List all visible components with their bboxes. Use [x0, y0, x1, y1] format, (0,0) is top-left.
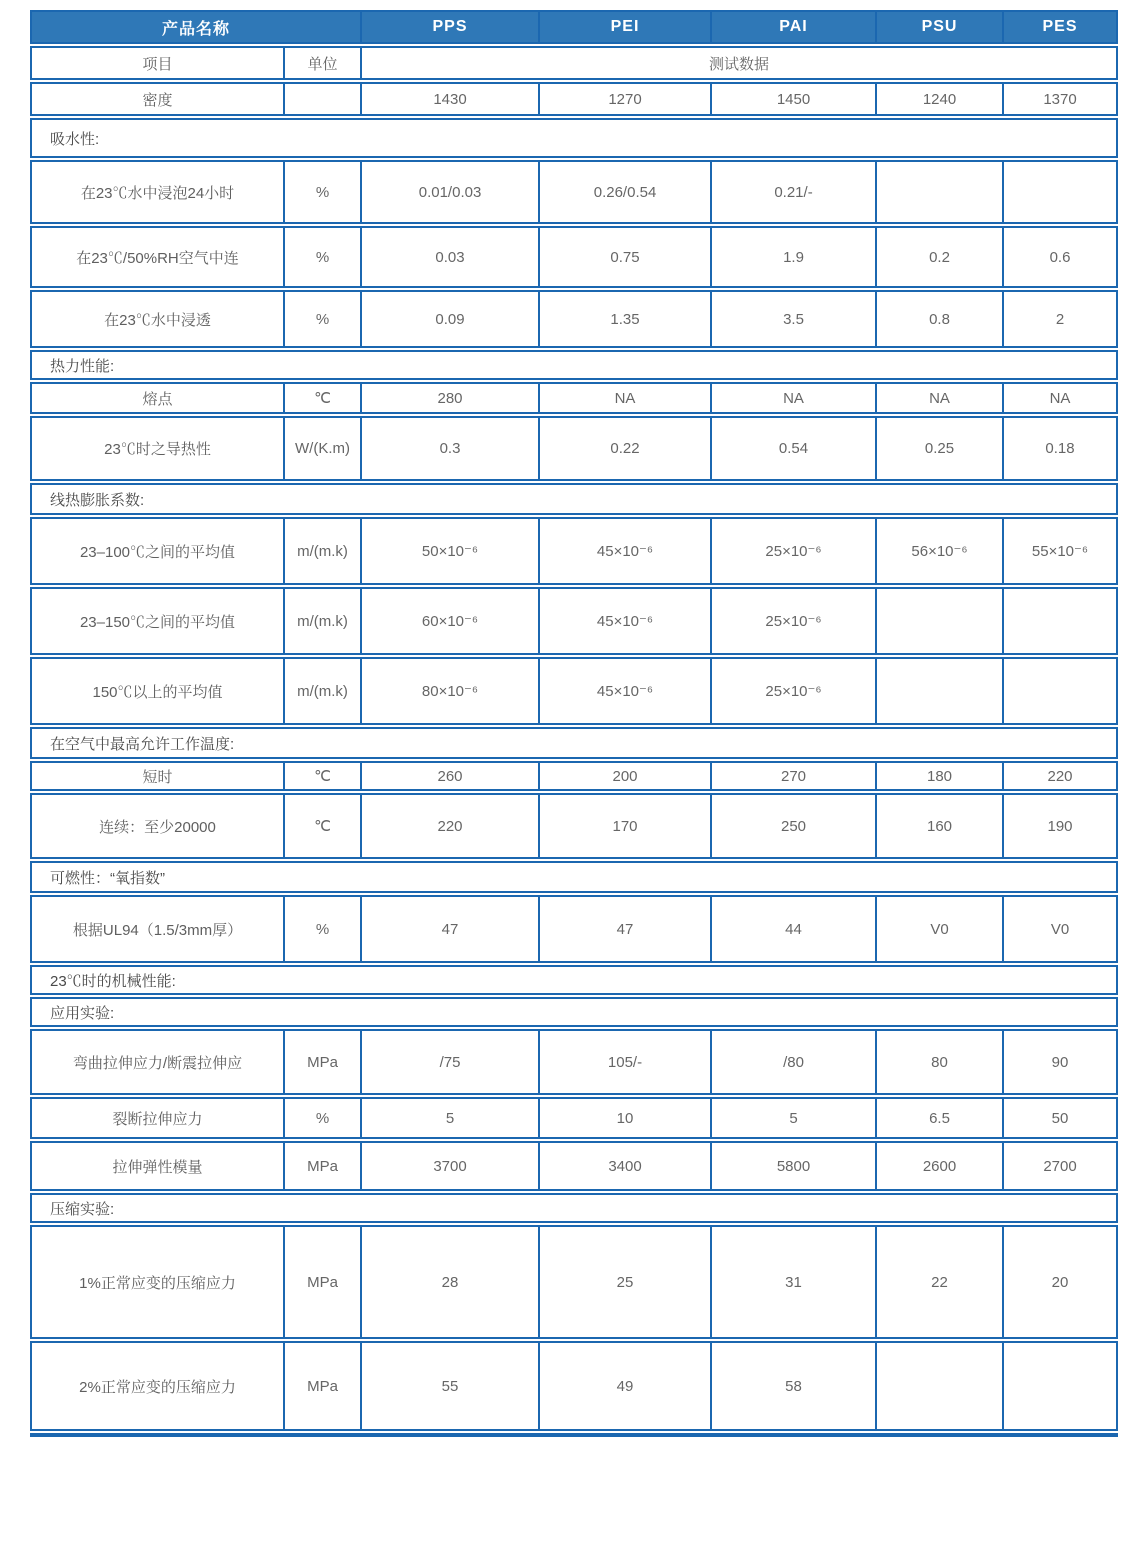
unit-cell: m/(m.k) — [283, 517, 360, 585]
section-label-cell: 23℃时的机械性能: — [30, 965, 1118, 995]
value-cell — [875, 587, 1002, 655]
unit-cell: MPa — [283, 1225, 360, 1339]
value-cell: 220 — [360, 793, 538, 859]
value-cell: 180 — [875, 761, 1002, 791]
value-cell: 31 — [710, 1225, 875, 1339]
section-row — [30, 727, 1118, 759]
value-cell: 60×10⁻⁶ — [360, 587, 538, 655]
row-label-cell: 23–100℃之间的平均值 — [30, 517, 283, 585]
table-row — [30, 290, 1118, 348]
value-cell: 2 — [1002, 290, 1118, 348]
product-column-header-pes: PES — [1002, 10, 1118, 44]
value-cell: 250 — [710, 793, 875, 859]
value-cell: 1.9 — [710, 226, 875, 288]
section-label-cell: 线热膨胀系数: — [30, 483, 1118, 515]
row-label-cell: 弯曲拉伸应力/断震拉伸应 — [30, 1029, 283, 1095]
value-cell: 49 — [538, 1341, 710, 1431]
value-cell: 55 — [360, 1341, 538, 1431]
unit-cell: ℃ — [283, 761, 360, 791]
unit-cell: % — [283, 1097, 360, 1139]
value-cell: 1450 — [710, 82, 875, 116]
value-cell: NA — [1002, 382, 1118, 414]
value-cell: 2600 — [875, 1141, 1002, 1191]
value-cell: 0.75 — [538, 226, 710, 288]
unit-cell: % — [283, 290, 360, 348]
value-cell: 25×10⁻⁶ — [710, 587, 875, 655]
section-row — [30, 965, 1118, 995]
value-cell: 0.18 — [1002, 416, 1118, 481]
table-row — [30, 1141, 1118, 1191]
table-row — [30, 226, 1118, 288]
section-label-cell: 压缩实验: — [30, 1193, 1118, 1223]
row-label-cell: 在23℃/50%RH空气中连 — [30, 226, 283, 288]
value-cell: 5 — [360, 1097, 538, 1139]
table-row — [30, 657, 1118, 725]
value-cell: 5800 — [710, 1141, 875, 1191]
value-cell: 3400 — [538, 1141, 710, 1191]
value-cell: 0.01/0.03 — [360, 160, 538, 224]
value-cell: 0.6 — [1002, 226, 1118, 288]
table-row — [30, 793, 1118, 859]
value-cell: V0 — [875, 895, 1002, 963]
section-row — [30, 1193, 1118, 1223]
table-row — [30, 1341, 1118, 1431]
value-cell: 260 — [360, 761, 538, 791]
table-row — [30, 761, 1118, 791]
table-row — [30, 82, 1118, 116]
value-cell: 105/- — [538, 1029, 710, 1095]
section-label-cell: 应用实验: — [30, 997, 1118, 1027]
section-label-cell: 吸水性: — [30, 118, 1118, 158]
value-cell: 0.54 — [710, 416, 875, 481]
value-cell: 47 — [360, 895, 538, 963]
value-cell — [875, 1341, 1002, 1431]
value-cell: 280 — [360, 382, 538, 414]
table-row — [30, 416, 1118, 481]
value-cell: /80 — [710, 1029, 875, 1095]
value-cell — [1002, 587, 1118, 655]
value-cell: 10 — [538, 1097, 710, 1139]
unit-cell: % — [283, 226, 360, 288]
row-label-cell: 裂断拉伸应力 — [30, 1097, 283, 1139]
row-label-cell: 1%正常应变的压缩应力 — [30, 1225, 283, 1339]
row-label-cell: 根据UL94（1.5/3mm厚） — [30, 895, 283, 963]
value-cell: 25×10⁻⁶ — [710, 657, 875, 725]
product-column-header-pai: PAI — [710, 10, 875, 44]
test-data-header: 测试数据 — [360, 46, 1118, 80]
value-cell: 44 — [710, 895, 875, 963]
value-cell: 0.22 — [538, 416, 710, 481]
value-cell: 0.21/- — [710, 160, 875, 224]
value-cell: 0.25 — [875, 416, 1002, 481]
value-cell — [875, 160, 1002, 224]
value-cell: 0.03 — [360, 226, 538, 288]
table-row — [30, 160, 1118, 224]
value-cell: 190 — [1002, 793, 1118, 859]
product-column-header-pps: PPS — [360, 10, 538, 44]
unit-cell: MPa — [283, 1141, 360, 1191]
value-cell: 45×10⁻⁶ — [538, 657, 710, 725]
value-cell: 80 — [875, 1029, 1002, 1095]
value-cell: 1270 — [538, 82, 710, 116]
table-row — [30, 382, 1118, 414]
value-cell: 0.26/0.54 — [538, 160, 710, 224]
value-cell: 170 — [538, 793, 710, 859]
material-properties-table — [30, 8, 1118, 1437]
value-cell: 0.2 — [875, 226, 1002, 288]
value-cell: V0 — [1002, 895, 1118, 963]
unit-cell: % — [283, 160, 360, 224]
subheader-row — [30, 46, 1118, 80]
unit-cell: ℃ — [283, 793, 360, 859]
section-label-cell: 热力性能: — [30, 350, 1118, 380]
table-row — [30, 517, 1118, 585]
row-label-cell: 在23℃水中浸透 — [30, 290, 283, 348]
value-cell: 90 — [1002, 1029, 1118, 1095]
section-row — [30, 118, 1118, 158]
value-cell: 55×10⁻⁶ — [1002, 517, 1118, 585]
value-cell: 1240 — [875, 82, 1002, 116]
value-cell: 3700 — [360, 1141, 538, 1191]
item-header: 项目 — [30, 46, 283, 80]
value-cell: 1370 — [1002, 82, 1118, 116]
product-column-header-pei: PEI — [538, 10, 710, 44]
value-cell: NA — [710, 382, 875, 414]
section-row — [30, 350, 1118, 380]
row-label-cell: 150℃以上的平均值 — [30, 657, 283, 725]
section-row — [30, 861, 1118, 893]
section-row — [30, 997, 1118, 1027]
value-cell: 80×10⁻⁶ — [360, 657, 538, 725]
unit-cell: MPa — [283, 1029, 360, 1095]
value-cell: 45×10⁻⁶ — [538, 517, 710, 585]
unit-cell: m/(m.k) — [283, 657, 360, 725]
table-row — [30, 587, 1118, 655]
unit-cell: MPa — [283, 1341, 360, 1431]
unit-cell: % — [283, 895, 360, 963]
value-cell: 220 — [1002, 761, 1118, 791]
value-cell: 28 — [360, 1225, 538, 1339]
row-label-cell: 熔点 — [30, 382, 283, 414]
value-cell — [1002, 1341, 1118, 1431]
section-label-cell: 在空气中最高允许工作温度: — [30, 727, 1118, 759]
unit-cell: W/(K.m) — [283, 416, 360, 481]
section-label-cell: 可燃性：“氧指数” — [30, 861, 1118, 893]
row-label-cell: 密度 — [30, 82, 283, 116]
value-cell — [875, 657, 1002, 725]
value-cell: 1430 — [360, 82, 538, 116]
table-row — [30, 1029, 1118, 1095]
value-cell: NA — [538, 382, 710, 414]
value-cell: 1.35 — [538, 290, 710, 348]
value-cell: NA — [875, 382, 1002, 414]
value-cell: 22 — [875, 1225, 1002, 1339]
header-row — [30, 10, 1118, 44]
product-column-header-psu: PSU — [875, 10, 1002, 44]
table-row — [30, 1097, 1118, 1139]
table-row — [30, 1225, 1118, 1339]
value-cell: 0.8 — [875, 290, 1002, 348]
unit-cell — [283, 82, 360, 116]
value-cell: 270 — [710, 761, 875, 791]
value-cell: 25×10⁻⁶ — [710, 517, 875, 585]
value-cell: 0.09 — [360, 290, 538, 348]
value-cell: 56×10⁻⁶ — [875, 517, 1002, 585]
unit-header: 单位 — [283, 46, 360, 80]
unit-cell: ℃ — [283, 382, 360, 414]
value-cell: 58 — [710, 1341, 875, 1431]
value-cell: 3.5 — [710, 290, 875, 348]
value-cell: 45×10⁻⁶ — [538, 587, 710, 655]
value-cell: /75 — [360, 1029, 538, 1095]
value-cell: 5 — [710, 1097, 875, 1139]
product-name-header: 产品名称 — [30, 10, 360, 44]
value-cell: 20 — [1002, 1225, 1118, 1339]
value-cell: 2700 — [1002, 1141, 1118, 1191]
value-cell: 25 — [538, 1225, 710, 1339]
value-cell: 6.5 — [875, 1097, 1002, 1139]
row-label-cell: 2%正常应变的压缩应力 — [30, 1341, 283, 1431]
value-cell: 0.3 — [360, 416, 538, 481]
row-label-cell: 23℃时之导热性 — [30, 416, 283, 481]
row-label-cell: 拉伸弹性模量 — [30, 1141, 283, 1191]
value-cell: 50 — [1002, 1097, 1118, 1139]
unit-cell: m/(m.k) — [283, 587, 360, 655]
value-cell: 47 — [538, 895, 710, 963]
table-row — [30, 895, 1118, 963]
value-cell — [1002, 657, 1118, 725]
row-label-cell: 短时 — [30, 761, 283, 791]
row-label-cell: 连续：至少20000 — [30, 793, 283, 859]
section-row — [30, 483, 1118, 515]
value-cell: 50×10⁻⁶ — [360, 517, 538, 585]
value-cell: 160 — [875, 793, 1002, 859]
value-cell: 200 — [538, 761, 710, 791]
row-label-cell: 23–150℃之间的平均值 — [30, 587, 283, 655]
row-label-cell: 在23℃水中浸泡24小时 — [30, 160, 283, 224]
value-cell — [1002, 160, 1118, 224]
